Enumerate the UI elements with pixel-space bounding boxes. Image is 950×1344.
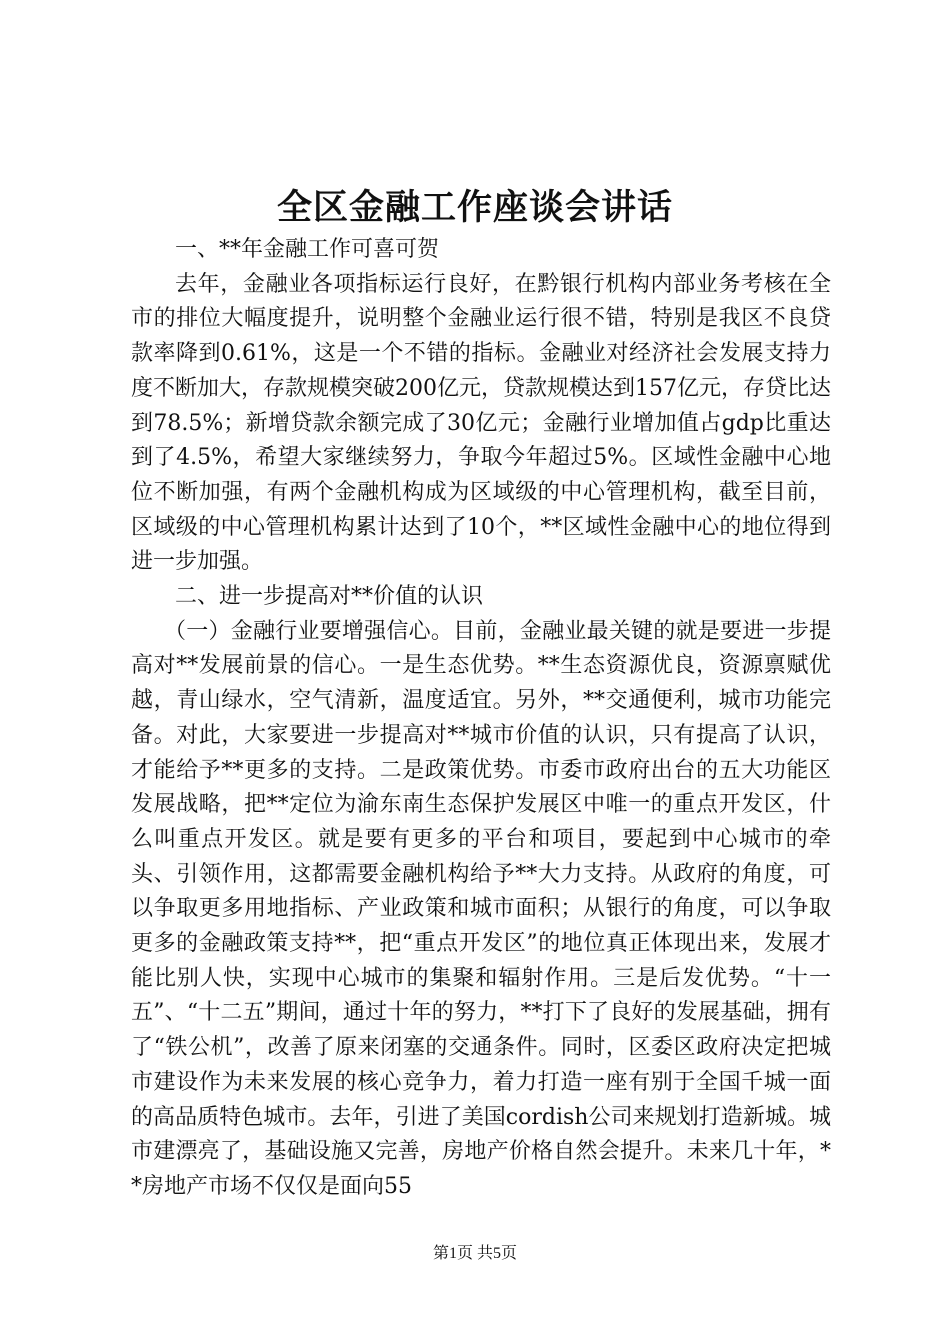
paragraph: （一）金融行业要增强信心。目前，金融业最关键的就是要进一步提高对**发展前景的信心。一是生态优势。**生态资源优良，资源禀赋优越，青山绿水，空气清新，温度适宜。另外，**交通便利，城市功能完备。对此，大家要进一步提高对**城市价值的认识，只有提高了认识，才能给予**更多的支持。二是政策优势。市委市政府出台的五大功能区发展战略，把**定位为渝东南生态保护发展区中唯一的重点开发区，什么叫重点开发区。就是要有更多的平台和项目，要起到中心城市的牵头、引领作用，这都需要金融机构给予**大力支持。从政府的角度，可以争取更多用地指标、产业政策和城市面积；从银行的角度，可以争取更多的金融政策支持**，把“重点开发区”的地位真正体现出来，发展才能比别人快，实现中心城市的集聚和辐射作用。三是后发优势。“十一五”、“十二五”期间，通过十年的努力，**打下了良好的发展基础，拥有了“铁公机”，改善了原来闭塞的交通条件。同时，区委区政府决定把城市建设作为未来发展的核心竞争力，着力打造一座有别于全国千城一面的高品质特色城市。去年，引进了美国cordish公司来规划打造新城。城市建漂亮了，基础设施又完善，房地产价格自然会提升。未来几十年，**房地产市场不仅仅是面向55 [131,618,831,1199]
document-body [131,233,831,1205]
page-title: 全区金融工作座谈会讲话 [276,187,673,228]
section-heading: 一、**年金融工作可喜可贺 [175,237,440,262]
section-heading: 二、进一步提高对**价值的认识 [175,584,484,610]
page-footer: 第1页 共5页 [432,1245,517,1262]
paragraph: 去年，金融业各项指标运行良好，在黔银行机构内部业务考核在全市的排位大幅度提升，说明整个金融业运行很不错，特别是我区不良贷款率降到0.61%，这是一个不错的指标。金融业对经济社会发展支持力度不断加大，存款规模突破200亿元，贷款规模达到157亿元，存贷比达到78.5%；新增贷款余额完成了30亿元；金融行业增加值占gdp比重达到了4.5%，希望大家继续努力，争取今年超过5%。区域性金融中心地位不断加强，有两个金融机构成为区域级的中心管理机构，截至目前，区域级的中心管理机构累计达到了10个，**区域性金融中心的地位得到进一步加强。 [131,271,831,575]
